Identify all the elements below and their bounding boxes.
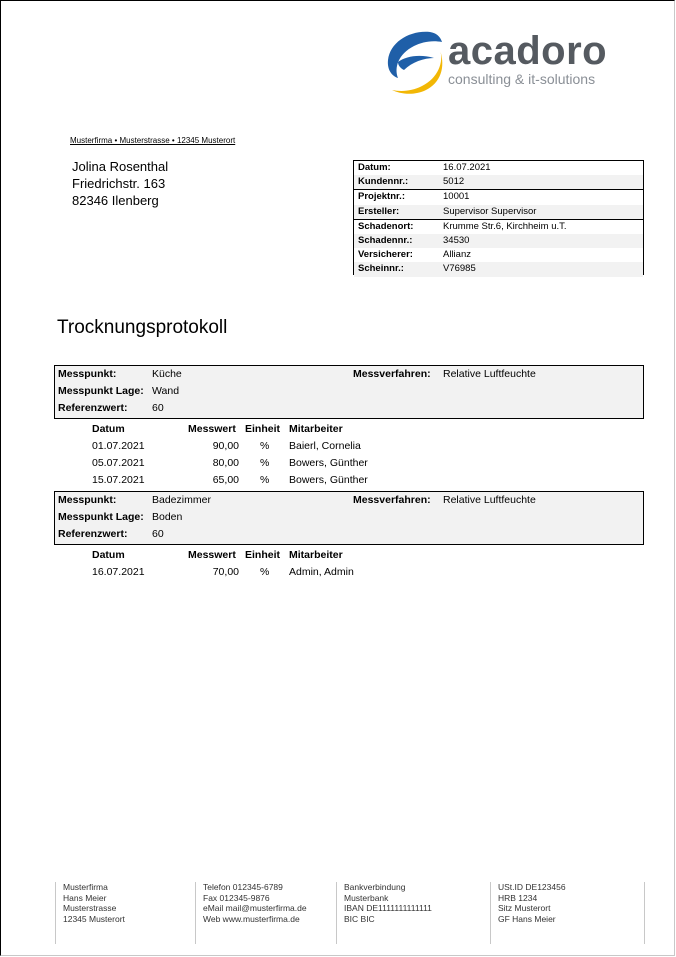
document-info-box xyxy=(353,160,644,275)
footer-contact: Telefon 012345-6789 Fax 012345-9876 eMail mail@musterfirma.de Web www.musterfirma.de xyxy=(195,882,307,944)
footer-bank: Bankverbindung Musterbank IBAN DE1111111111111 BIC BIC xyxy=(336,882,432,944)
messverfahren-value: Relative Luftfeuchte xyxy=(443,494,536,506)
referenzwert-value: 60 xyxy=(152,528,164,540)
recipient-address xyxy=(72,158,168,209)
info-row-schadennr: Schadennr.: 34530 xyxy=(354,234,643,248)
footer-company: Musterfirma Hans Meier Musterstrasse 12345 Musterort xyxy=(55,882,125,944)
messpunkt-box: Messpunkt: Küche Messverfahren: Relative Luftfeuchte Messpunkt Lage: Wand Referenzwert: 60 xyxy=(54,365,644,419)
info-row-kundennr: Kundennr.: 5012 xyxy=(354,175,643,189)
messverfahren-value: Relative Luftfeuchte xyxy=(443,368,536,380)
messpunkt-value: Badezimmer xyxy=(152,494,211,506)
acadoro-swoosh-icon xyxy=(384,28,446,96)
info-row-ersteller: Ersteller: Supervisor Supervisor xyxy=(354,205,643,219)
info-row-projektnr: Projektnr.: 10001 xyxy=(354,189,643,204)
logo-tagline: consulting & it-solutions xyxy=(448,71,596,87)
recipient-city: 82346 Ilenberg xyxy=(72,193,159,208)
info-row-datum: Datum: 16.07.2021 xyxy=(358,162,491,173)
recipient-street: Friedrichstr. 163 xyxy=(72,176,166,191)
recipient-name: Jolina Rosenthal xyxy=(72,159,169,174)
referenzwert-value: 60 xyxy=(152,402,164,414)
messpunkt-box: Messpunkt: Badezimmer Messverfahren: Relative Luftfeuchte Messpunkt Lage: Boden Referenzwert: 60 xyxy=(54,491,644,545)
logo-wordmark: acadoro xyxy=(448,29,608,73)
sender-address-line: Musterfirma • Musterstrasse • 12345 Musterort xyxy=(70,136,236,145)
info-row-versicherer: Versicherer: Allianz xyxy=(358,249,471,261)
document-title: Trocknungsprotokoll xyxy=(57,317,228,338)
messpunkt-lage-value: Wand xyxy=(152,385,180,397)
messpunkt-value: Küche xyxy=(152,368,182,380)
footer-legal: USt.ID DE123456 HRB 1234 Sitz Musterort GF Hans Meier xyxy=(490,882,566,944)
messpunkt-lage-value: Boden xyxy=(152,511,183,523)
footer-divider xyxy=(644,882,645,944)
company-logo xyxy=(384,28,624,96)
info-row-schadenort: Schadenort: Krumme Str.6, Kirchheim u.T. xyxy=(354,219,643,234)
info-row-scheinnr: Scheinnr.: V76985 xyxy=(354,262,643,276)
